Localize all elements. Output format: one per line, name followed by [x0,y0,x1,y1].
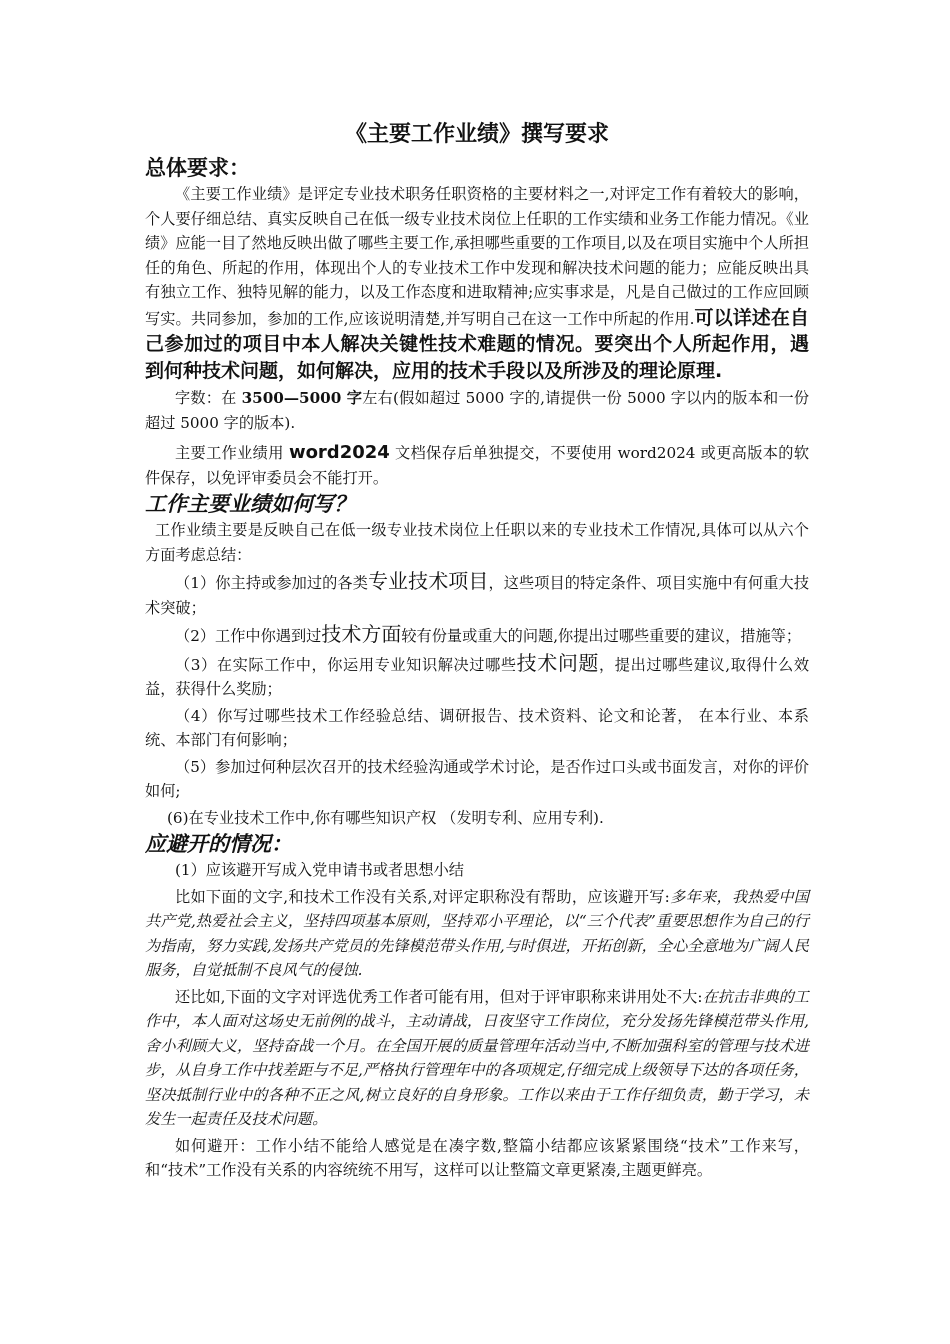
list-item-2 [145,622,809,649]
paragraph-avoid-example-1 [145,885,809,983]
file-format-prefix: 主要工作业绩用 [175,444,289,462]
list-item-2-prefix: （2）工作中你遇到过 [175,627,322,645]
avoid-example-1-quote: 多年来，我热爱中国共产党,热爱社会主义，坚持四项基本原则，坚持邓小平理论，以“三个代表”重要思想作为自己的行为指南，努力实践,发扬共产党员的先锋模范带头作用,与时俱进，开拓创新，全心全意地为广阔人民服务，自觉抵制不良风气的侵蚀. [145,887,809,979]
overview-text: 《主要工作业绩》是评定专业技术职务任职资格的主要材料之一,对评定工作有着较大的影响，个人要仔细总结、真实反映自己在低一级专业技术岗位上任职的工作实绩和业务工作能力情况。《业绩》应能一目了然地反映出做了哪些主要工作,承担哪些重要的工作项目,以及在项目实施中个人所担任的角色、所起的作用，体现出个人的专业技术工作中发现和解决技术问题的能力；应能反映出具有独立工作、独特见解的能力，以及工作态度和进取精神;应实事求是，凡是自己做过的工作应回顾写实。共同参加，参加的工作,应该说明清楚,并写明自己在这一工作中所起的作用. [145,185,809,328]
paragraph-overview [145,182,809,384]
avoid-example-2-intro: 还比如,下面的文字对评选优秀工作者可能有用，但对于评审职称来讲用处不大: [175,987,703,1006]
list-item-5: （5）参加过何种层次召开的技术经验沟通或学术讨论，是否作过口头或书面发言，对你的评价如何; [145,757,809,800]
paragraph-file-format [145,441,809,490]
list-item-4: （4）你写过哪些技术工作经验总结、调研报告、技术资料、论文和论著， 在本行业、本系统、本部门有何影响； [145,706,809,749]
section-heading-overall: 总体要求： [145,156,250,180]
document-body [145,118,809,1183]
avoid-item-1: (1）应该避开写成入党申请书或者思想小结 [175,861,464,879]
avoid-example-1-intro: 比如下面的文字,和技术工作没有关系,对评定职称没有帮助，应该避开写: [175,887,670,906]
paragraph-how-to-avoid: 如何避开：工作小结不能给人感觉是在凑字数,整篇小结都应该紧紧围绕“技术”工作来写，和“技术”工作没有关系的内容统统不用写，这样可以让整篇文章更紧凑,主题更鲜亮。 [145,1136,809,1179]
list-item-1 [145,569,809,620]
list-item-2-keyword: 技术方面 [321,622,402,646]
word-count-prefix: 字数：在 [175,389,242,407]
overview-emphasis: 可以详述在自己参加过的项目中本人解决关键性技术难题的情况。要突出个人所起作用，遇到何种技术问题，如何解决，应用的技术手段以及所涉及的理论原理. [145,306,809,382]
list-item-1-prefix: （1）你主持或参加过的各类 [175,574,368,592]
paragraph-avoid-example-2 [145,985,809,1132]
list-item-1-suffix: ，这些项目的特定条件、项目实施中有何重大技术突破； [145,574,810,617]
word-count-suffix: 左右(假如超过 5000 字的,请提供一份 5000 字以内的版本和一份超过 5000 字的版本). [145,389,810,432]
list-item-6: (6)在专业技术工作中,你有哪些知识产权 （发明专利、应用专利). [167,808,604,827]
section-heading-how-to-write: 工作主要业绩如何写？ [145,492,355,516]
file-format-version: word2024 [288,442,390,463]
list-item-3-suffix: ，提出过哪些建议,取得什么效益，获得什么奖励； [145,655,810,698]
avoid-example-2-quote: 在抗击非典的工作中，本人面对这场史无前例的战斗，主动请战，日夜坚守工作岗位，充分发扬先锋模范带头作用,舍小利顾大义，坚持奋战一个月。在全国开展的质量管理年活动当中,不断加强科室的管理与技术进步，从自身工作中找差距与不足,严格执行管理年中的各项规定,仔细完成上级领导下达的各项任务，坚决抵制行业中的各种不正之风,树立良好的自身形象。工作以来由于工作仔细负责，勤于学习，未发生一起责任及技术问题。 [145,987,809,1128]
list-item-2-suffix: 较有份量或重大的问题,你提出过哪些重要的建议，措施等； [401,627,802,645]
list-item-3 [145,651,809,702]
list-item-3-prefix: （3）在实际工作中，你运用专业知识解决过哪些 [175,655,517,674]
word-count-range: 3500—5000 字 [241,389,363,407]
paragraph-word-count [145,386,809,435]
section-heading-avoid: 应避开的情况： [145,832,292,856]
file-format-suffix: 文档保存后单独提交，不要使用 word2024 或更高版本的软件保存，以免评审委员会不能打开。 [145,444,810,487]
list-item-3-keyword: 技术问题 [516,650,600,675]
list-item-1-keyword: 专业技术项目 [367,569,489,593]
document-title: 《主要工作业绩》撰写要求 [344,121,609,147]
paragraph-how-to-write-intro: 工作业绩主要是反映自己在低一级专业技术岗位上任职以来的专业技术工作情况,具体可以从六个方面考虑总结： [145,521,809,564]
